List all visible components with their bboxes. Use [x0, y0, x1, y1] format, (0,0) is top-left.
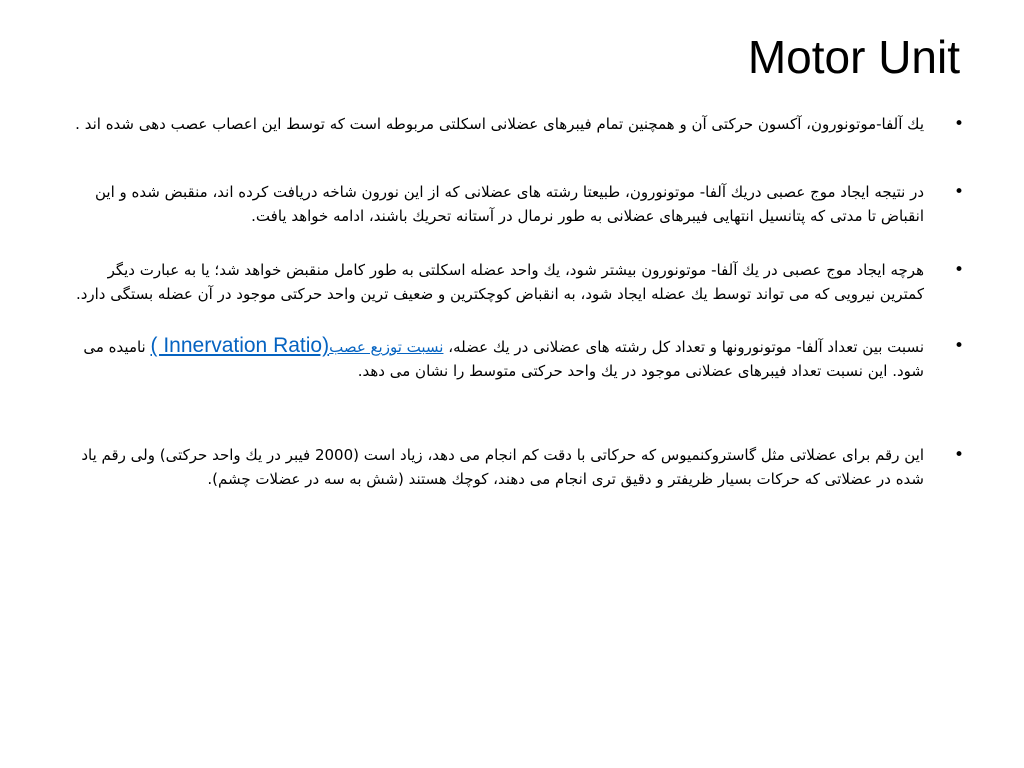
- bullet-item: [60, 443, 944, 491]
- bullet-text: يك آلفا-موتونورون، آكسون حركتی آن و همچنين تمام فيبرهای عضلانی اسكلتی مربوطه است كه توسط اين اعصاب عصب دهی شده اند .: [75, 115, 924, 133]
- innervation-ratio-link-en[interactable]: ( Innervation Ratio): [150, 334, 330, 357]
- bullet-text-after: ناميده می شود. اين نسبت تعداد فيبرهای عضلانی موجود در يك واحد حركتی متوسط را نشان می دهد.: [83, 338, 924, 380]
- bullet-item: [60, 334, 944, 383]
- bullet-list: [60, 112, 944, 491]
- bullet-text-before: نسبت بين تعداد آلفا- موتونورونها و تعداد كل رشته های عضلانی در يك عضله،: [448, 338, 924, 356]
- bullet-text: در نتيجه ايجاد موج عصبی دريك آلفا- موتونورون، طبيعتا رشته های عضلانی كه از اين نورون شاخه دريافت كرده اند، منقبض شده و اين انقباض تا مدتی كه پتانسيل انتهايی فيبرهای عضلانی به طور نرمال در آستانه تحريك باشند، ادامه خواهد يافت.: [95, 183, 924, 225]
- innervation-ratio-link-fa[interactable]: نسبت توزيع عصب: [329, 338, 444, 356]
- slide-title: Motor Unit: [747, 31, 960, 83]
- bullet-item: [60, 112, 944, 136]
- bullet-text: اين رقم برای عضلاتی مثل گاستروكنميوس كه حركاتی با دقت كم انجام می دهد، زياد است (2000 فيبر در يك واحد حركتی) ولی رقم ياد شده در عضلاتی كه حركات بسيار ظريفتر و دقيق تری انجام می دهند، كوچك هستند (شش به سه در عضلات چشم).: [81, 446, 924, 488]
- bullet-item: [60, 258, 944, 306]
- bullet-text: هرچه ايجاد موج عصبی در يك آلفا- موتونورون بيشتر شود، يك واحد عضله اسكلتی به طور كامل منقبض خواهد شد؛ يا به عبارت ديگر كمترين نيرويی كه می تواند توسط يك عضله ايجاد شود، به انقباض كوچكترين و ضعيف ترين واحد حركتی موجود در آن عضله بستگی دارد.: [75, 261, 924, 303]
- bullet-item: [60, 180, 944, 228]
